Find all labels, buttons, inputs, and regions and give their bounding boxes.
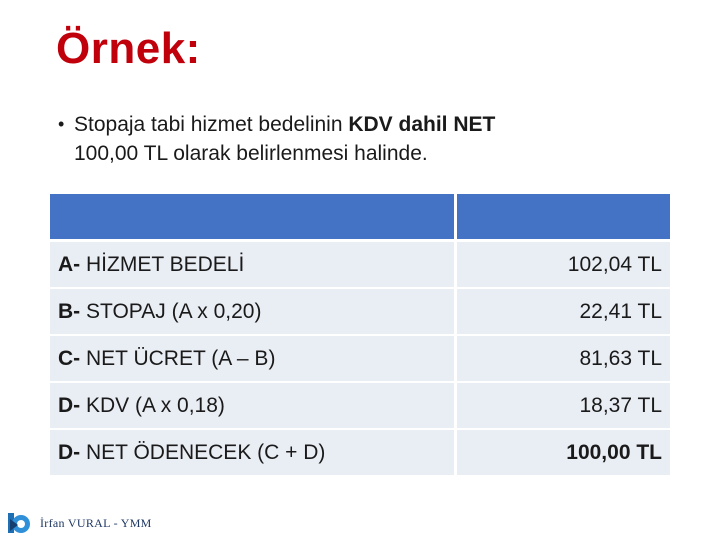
slide-title: Örnek: xyxy=(56,24,201,73)
row-label: A- HİZMET BEDELİ xyxy=(50,242,454,289)
b-logo-icon xyxy=(8,511,32,535)
table-row xyxy=(50,289,670,336)
footer-author: İrfan VURAL - YMM xyxy=(40,515,152,530)
bullet-line-2: 100,00 TL olarak belirlenmesi halinde. xyxy=(74,142,428,165)
footer xyxy=(8,508,152,538)
bullet-text-bold: KDV dahil NET xyxy=(348,113,496,136)
row-label: D- NET ÖDENECEK (C + D) xyxy=(50,430,454,477)
table-header-cell-value xyxy=(454,194,670,242)
row-label: D- KDV (A x 0,18) xyxy=(50,383,454,430)
row-value: 81,63 TL xyxy=(454,336,670,383)
table-header-cell-label xyxy=(50,194,454,242)
table-header-row xyxy=(50,194,670,242)
bullet-point xyxy=(58,110,658,168)
table-row xyxy=(50,383,670,430)
table-row xyxy=(50,336,670,383)
row-value: 102,04 TL xyxy=(454,242,670,289)
bullet-dot-icon: • xyxy=(58,114,65,134)
row-label: C- NET ÜCRET (A – B) xyxy=(50,336,454,383)
row-value: 18,37 TL xyxy=(454,383,670,430)
row-label: B- STOPAJ (A x 0,20) xyxy=(50,289,454,336)
table-row-total xyxy=(50,430,670,477)
row-value: 22,41 TL xyxy=(454,289,670,336)
bullet-text-regular: Stopaja tabi hizmet bedelinin xyxy=(74,113,349,136)
row-value-total: 100,00 TL xyxy=(454,430,670,477)
table-row xyxy=(50,242,670,289)
calculation-table xyxy=(50,194,670,477)
bullet-line-1 xyxy=(74,110,658,139)
